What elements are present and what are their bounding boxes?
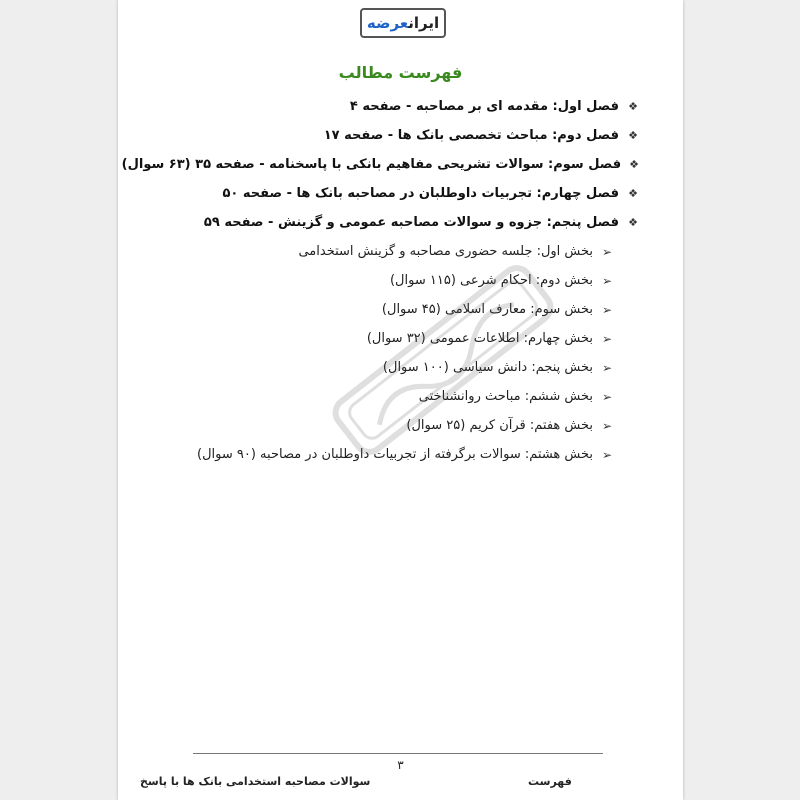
diamond-bullet-icon: ❖ — [628, 187, 638, 200]
footer-book-title: سوالات مصاحبه استخدامی بانک ها با پاسخ — [140, 775, 371, 788]
toc-chapter — [159, 179, 639, 208]
footer-section-name: فهرست — [528, 775, 572, 788]
toc-section — [159, 266, 639, 295]
arrowhead-bullet-icon: ➢ — [601, 389, 613, 404]
diamond-bullet-icon: ❖ — [628, 216, 638, 229]
arrowhead-bullet-icon: ➢ — [601, 244, 613, 259]
arrowhead-bullet-icon: ➢ — [601, 331, 613, 346]
toc-chapter — [159, 121, 639, 150]
section-label: بخش سوم: معارف اسلامی (۴۵ سوال) — [381, 302, 593, 317]
diamond-bullet-icon: ❖ — [628, 100, 638, 113]
toc-chapter — [159, 92, 639, 121]
toc-chapter — [159, 208, 639, 237]
logo-text-accent: عرضه — [366, 14, 409, 32]
document-page — [118, 0, 683, 800]
arrowhead-bullet-icon: ➢ — [601, 302, 613, 317]
site-logo — [360, 8, 446, 38]
toc-chapter — [121, 150, 639, 179]
section-label: بخش اول: جلسه حضوری مصاحبه و گزینش استخدامی — [298, 244, 593, 259]
section-label: بخش چهارم: اطلاعات عمومی (۳۲ سوال) — [366, 331, 593, 346]
arrowhead-bullet-icon: ➢ — [601, 418, 613, 433]
section-label: بخش پنجم: دانش سیاسی (۱۰۰ سوال) — [382, 360, 593, 375]
section-label: بخش هفتم: قرآن کریم (۲۵ سوال) — [406, 418, 593, 433]
section-label: بخش ششم: مباحث روانشناختی — [418, 389, 593, 404]
logo-text-main: ایران — [408, 14, 440, 32]
section-label: بخش هشتم: سوالات برگرفته از تجربیات داوطلبان در مصاحبه (۹۰ سوال) — [197, 447, 593, 462]
chapter-label: فصل پنجم: جزوه و سوالات مصاحبه عمومی و گزینش - صفحه ۵۹ — [203, 215, 619, 230]
toc-title: فهرست مطالب — [338, 63, 463, 82]
page-number: ۳ — [397, 758, 404, 772]
chapter-label: فصل چهارم: تجربیات داوطلبان در مصاحبه بانک ها - صفحه ۵۰ — [222, 186, 619, 201]
toc-section — [159, 237, 639, 266]
chapter-label: فصل سوم: سوالات تشریحی مفاهیم بانکی با پاسخنامه - صفحه ۳۵ (۶۳ سوال) — [121, 157, 622, 172]
section-label: بخش دوم: احکام شرعی (۱۱۵ سوال) — [389, 273, 593, 288]
chapter-label: فصل دوم: مباحث تخصصی بانک ها - صفحه ۱۷ — [323, 128, 619, 143]
arrowhead-bullet-icon: ➢ — [601, 273, 613, 288]
footer-divider — [193, 753, 603, 754]
arrowhead-bullet-icon: ➢ — [601, 360, 613, 375]
chapter-label: فصل اول: مقدمه ای بر مصاحبه - صفحه ۴ — [349, 99, 619, 114]
diamond-bullet-icon: ❖ — [629, 158, 639, 171]
arrowhead-bullet-icon: ➢ — [601, 447, 613, 462]
diamond-bullet-icon: ❖ — [628, 129, 638, 142]
